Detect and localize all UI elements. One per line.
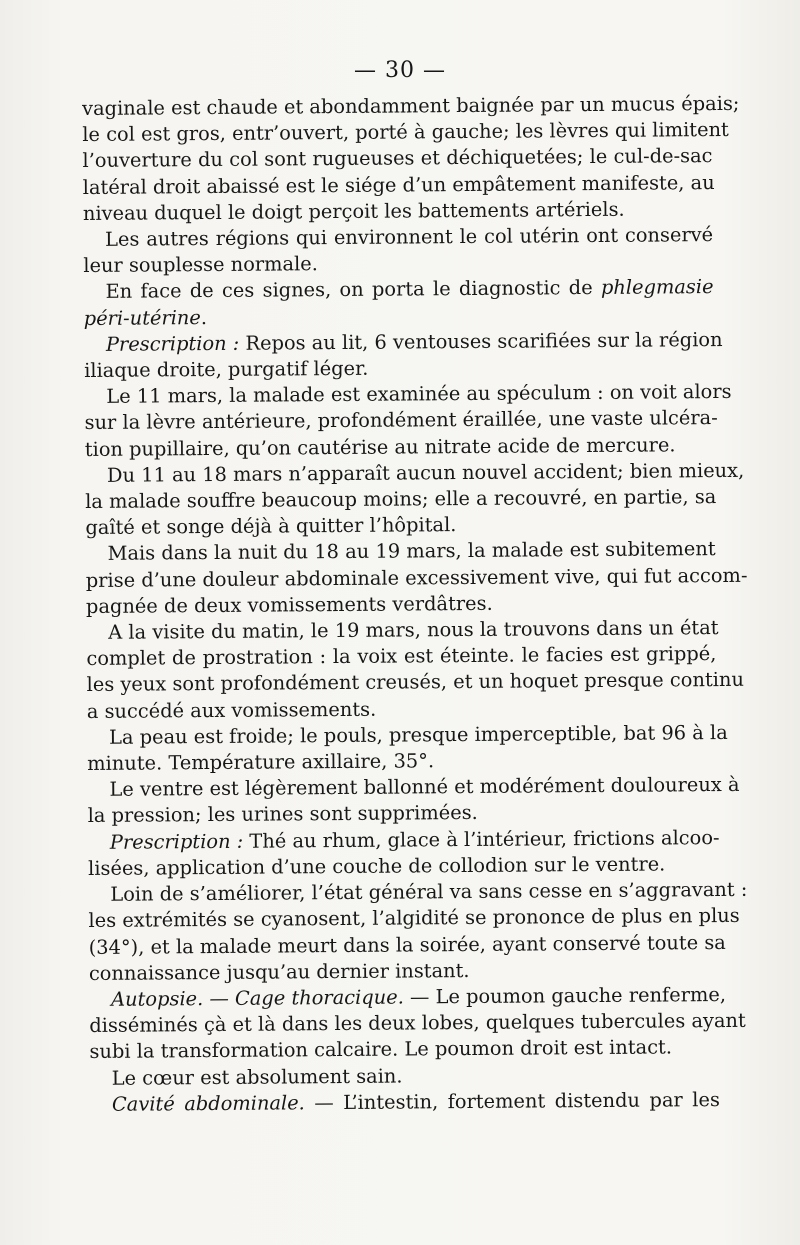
text-line (84, 327, 723, 358)
italic-text: phlegmasie (600, 275, 714, 300)
line-text: a succédé aux vomissements. (86, 697, 377, 723)
line-text: A la visite du matin, le 19 mars, nous la trouvons dans un état (108, 616, 719, 644)
line-text: latéral droit abaissé est le siége d’un empâtement manifeste, au (82, 170, 715, 199)
line-text: Le cœur est absolument sain. (111, 1064, 403, 1090)
page-number: — 30 — (354, 58, 446, 83)
line-text: l’ouverture du col sont rugueuses et déchiquetées; le cul-de-sac (82, 144, 713, 173)
line-text: En face de ces signes, on porta le diagnostic de (105, 276, 602, 304)
text-line (90, 1087, 720, 1118)
text-line (83, 274, 713, 305)
line-text: Du 11 au 18 mars n’apparaît aucun nouvel accident; bien mieux, (106, 458, 745, 487)
italic-text: Cavité abdominale. (111, 1091, 305, 1116)
text-line (83, 222, 713, 253)
line-tail: . (200, 305, 208, 329)
line-text: — L’intestin, fortement distendu par les (304, 1087, 720, 1114)
body-text (82, 91, 748, 1118)
line-text: prise d’une douleur abdominale excessivement vive, qui fut accom- (85, 563, 748, 592)
line-text: vaginale est chaude et abondamment baignée par un mucus épais; (82, 91, 740, 120)
line-text: Le ventre est légèrement ballonné et modérément douloureux à (109, 773, 740, 802)
line-text: connaissance jusqu’au dernier instant. (88, 958, 470, 985)
italic-text: Prescription : (109, 829, 244, 854)
line-text: les extrémités se cyanosent, l’algidité se prononce de plus en plus (88, 904, 740, 933)
line-text: Le 11 mars, la malade est examinée au spéculum : on voit alors (106, 380, 732, 409)
line-text: la pression; les urines sont supprimées. (87, 801, 478, 828)
text-line (87, 720, 728, 751)
line-text: Thé au rhum, glace à l’intérieur, frictions alcoo- (243, 825, 720, 853)
text-line (85, 484, 715, 515)
line-text: la malade souffre beaucoup moins; elle a recouvré, en partie, sa (85, 485, 717, 514)
line-text: pagnée de deux vomissements verdâtres. (85, 591, 493, 618)
line-text: minute. Température axillaire, 35°. (87, 749, 435, 776)
italic-text: péri-utérine (83, 305, 201, 330)
line-text: lisées, application d’une couche de collodion sur le ventre. (87, 852, 666, 880)
line-text: (34°), et la malade meurt dans la soirée, ayant conservé toute sa (88, 930, 726, 959)
line-text: gaîté et songe déjà à quitter l’hôpital. (85, 513, 457, 540)
text-line (87, 772, 740, 803)
line-text: subi la transformation calcaire. Le poumon droit est intact. (89, 1035, 673, 1064)
line-text: iliaque droite, purgatif léger. (84, 356, 369, 383)
line-text: niveau duquel le doigt perçoit les battements artériels. (82, 197, 625, 225)
italic-text: Autopsie. — Cage thoracique. (111, 985, 404, 1011)
line-text: le col est gros, entr’ouvert, porté à gauche; les lèvres qui limitent (82, 118, 729, 147)
line-text: tion pupillaire, qu’on cautérise au nitrate acide de mercure. (84, 432, 676, 461)
text-line (85, 563, 748, 594)
line-text: leur souplesse normale. (83, 252, 318, 278)
line-text: complet de prostration : la voix est éteinte. le facies est grippé, (86, 642, 717, 671)
line-text: sur la lèvre antérieure, profondément éraillée, une vaste ulcéra- (84, 406, 718, 435)
line-text: Loin de s’améliorer, l’état général va sans cesse en s’aggravant : (110, 877, 748, 906)
text-line (88, 930, 726, 961)
text-line (89, 1034, 719, 1065)
line-text: Mais dans la nuit du 18 au 19 mars, la malade est subitement (107, 537, 716, 566)
line-text: — Le poumon gauche renferme, (403, 982, 727, 1009)
italic-text: Prescription : (105, 331, 240, 356)
line-text: La peau est froide; le pouls, presque imperceptible, bat 96 à la (108, 720, 728, 749)
line-text: les yeux sont profondément creusés, et un hoquet presque continu (86, 668, 744, 697)
line-text: Les autres régions qui environnent le col utérin ont conservé (105, 223, 714, 251)
text-line (86, 668, 744, 699)
line-text: Repos au lit, 6 ventouses scarifiées sur la région (239, 327, 723, 355)
line-text: disséminés çà et là dans les deux lobes, quelques tubercules ayant (89, 1008, 746, 1038)
